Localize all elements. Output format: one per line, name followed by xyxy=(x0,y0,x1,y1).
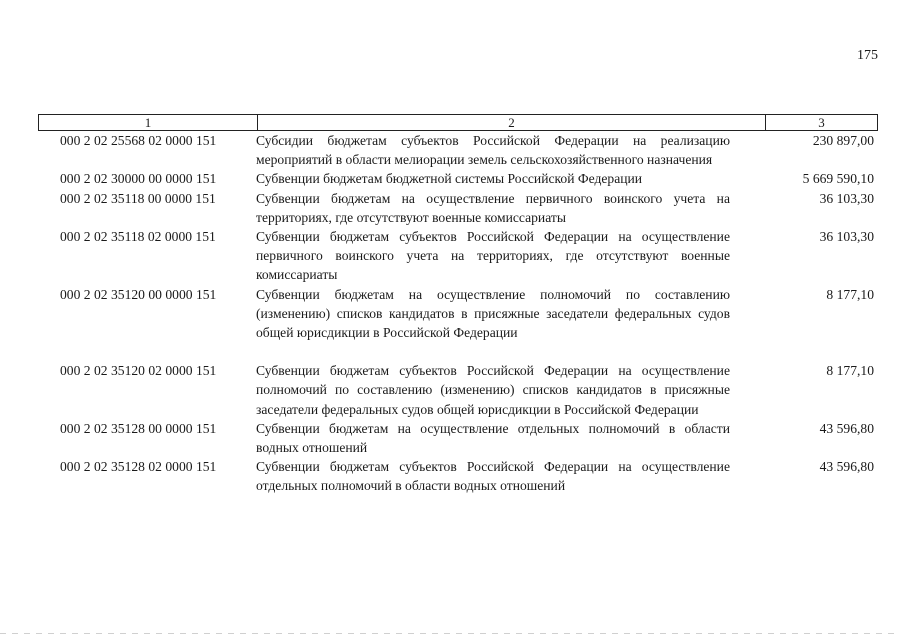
budget-table xyxy=(38,114,878,496)
row-description: Субвенции бюджетам субъектов Российской Федерации на осуществление полномочий по составлению (изменению) списков кандидатов в присяжные заседатели федеральных судов общей юрисдикции в Российской Федерации xyxy=(256,363,730,417)
scan-edge-line xyxy=(0,633,898,634)
row-code: 000 2 02 35118 00 0000 151 xyxy=(60,190,216,206)
row-description: Субвенции бюджетам на осуществление отдельных полномочий в области водных отношений xyxy=(256,420,730,456)
row-amount: 43 596,80 xyxy=(819,459,874,475)
table-row xyxy=(38,457,878,495)
row-amount: 230 897,00 xyxy=(812,133,874,148)
table-row xyxy=(38,131,878,169)
table-row xyxy=(38,189,878,227)
row-description: Субвенции бюджетам бюджетной системы Российской Федерации xyxy=(256,171,643,187)
row-amount: 36 103,30 xyxy=(819,229,874,245)
header-col-2: 2 xyxy=(258,115,766,130)
row-code: 000 2 02 35120 02 0000 151 xyxy=(60,363,217,379)
row-code: 000 2 02 35118 02 0000 151 xyxy=(60,229,216,245)
table-row xyxy=(38,169,878,188)
row-code: 000 2 02 35120 00 0000 151 xyxy=(60,286,217,302)
row-description: Субвенции бюджетам на осуществление полномочий по составлению (изменению) списков кандидатов в присяжные заседатели федеральных судов общей юрисдикции в Российской Федерации xyxy=(256,286,730,341)
row-description: Субвенции бюджетам субъектов Российской Федерации на осуществление первичного воинского учета на территориях, где отсутствуют военные комиссариаты xyxy=(256,229,730,283)
row-amount: 8 177,10 xyxy=(826,363,874,379)
row-amount: 8 177,10 xyxy=(826,286,874,302)
row-code: 000 2 02 35128 02 0000 151 xyxy=(60,459,217,475)
header-col-1: 1 xyxy=(39,115,258,130)
table-row xyxy=(38,227,878,285)
row-amount: 5 669 590,10 xyxy=(802,171,874,187)
table-row xyxy=(38,419,878,457)
row-description: Субвенции бюджетам на осуществление первичного воинского учета на территориях, где отсутствуют военные комиссариаты xyxy=(256,190,730,225)
table-row xyxy=(38,361,878,419)
row-description: Субсидии бюджетам субъектов Российской Федерации на реализацию мероприятий в области мелиорации земель сельскохозяйственного назначения xyxy=(256,133,730,168)
row-code: 000 2 02 30000 00 0000 151 xyxy=(60,171,217,187)
row-code: 000 2 02 25568 02 0000 151 xyxy=(60,133,217,148)
row-description: Субвенции бюджетам субъектов Российской Федерации на осуществление отдельных полномочий в области водных отношений xyxy=(256,459,730,494)
table-header xyxy=(38,114,878,131)
row-amount: 43 596,80 xyxy=(819,420,874,436)
row-amount: 36 103,30 xyxy=(819,190,874,206)
table-row xyxy=(38,285,878,343)
row-code: 000 2 02 35128 00 0000 151 xyxy=(60,420,217,436)
header-col-3: 3 xyxy=(818,115,825,130)
page-number: 175 xyxy=(857,48,878,63)
